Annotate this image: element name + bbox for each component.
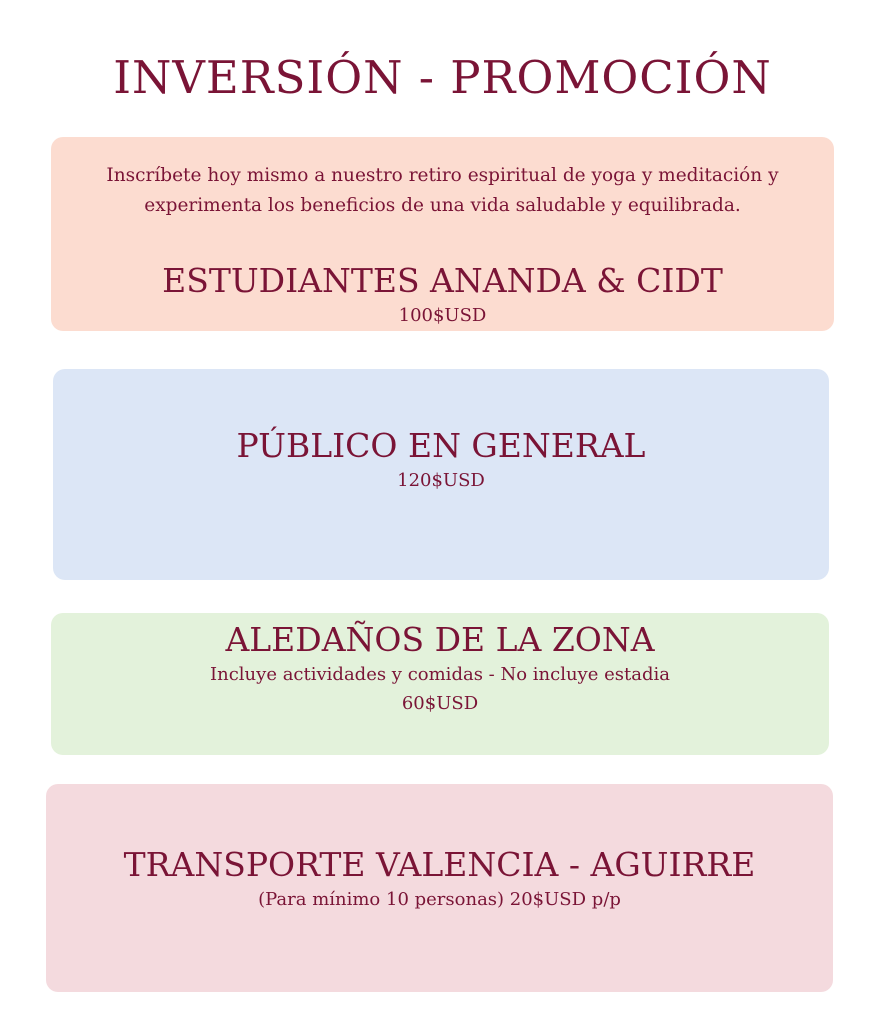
intro-line-2: experimenta los beneficios de una vida saludable y equilibrada. <box>144 195 741 216</box>
page-title: INVERSIÓN - PROMOCIÓN <box>113 51 772 104</box>
transport-note: (Para mínimo 10 personas) 20$USD p/p <box>258 889 621 910</box>
public-pricing-card <box>53 369 829 580</box>
local-heading: ALEDAÑOS DE LA ZONA <box>225 620 655 659</box>
students-heading: ESTUDIANTES ANANDA & CIDT <box>162 261 723 300</box>
local-price: 60$USD <box>401 693 479 714</box>
local-note: Incluye actividades y comidas - No incluye estadia <box>210 664 670 685</box>
transport-heading: TRANSPORTE VALENCIA - AGUIRRE <box>123 845 756 884</box>
local-pricing-card <box>51 613 829 755</box>
public-heading: PÚBLICO EN GENERAL <box>236 426 646 465</box>
students-price: 100$USD <box>398 305 487 326</box>
students-pricing-card <box>51 137 834 331</box>
intro-text <box>51 161 834 221</box>
public-price: 120$USD <box>397 470 485 491</box>
transport-pricing-card <box>46 784 833 992</box>
intro-line-1: Inscríbete hoy mismo a nuestro retiro espiritual de yoga y meditación y <box>106 165 779 186</box>
